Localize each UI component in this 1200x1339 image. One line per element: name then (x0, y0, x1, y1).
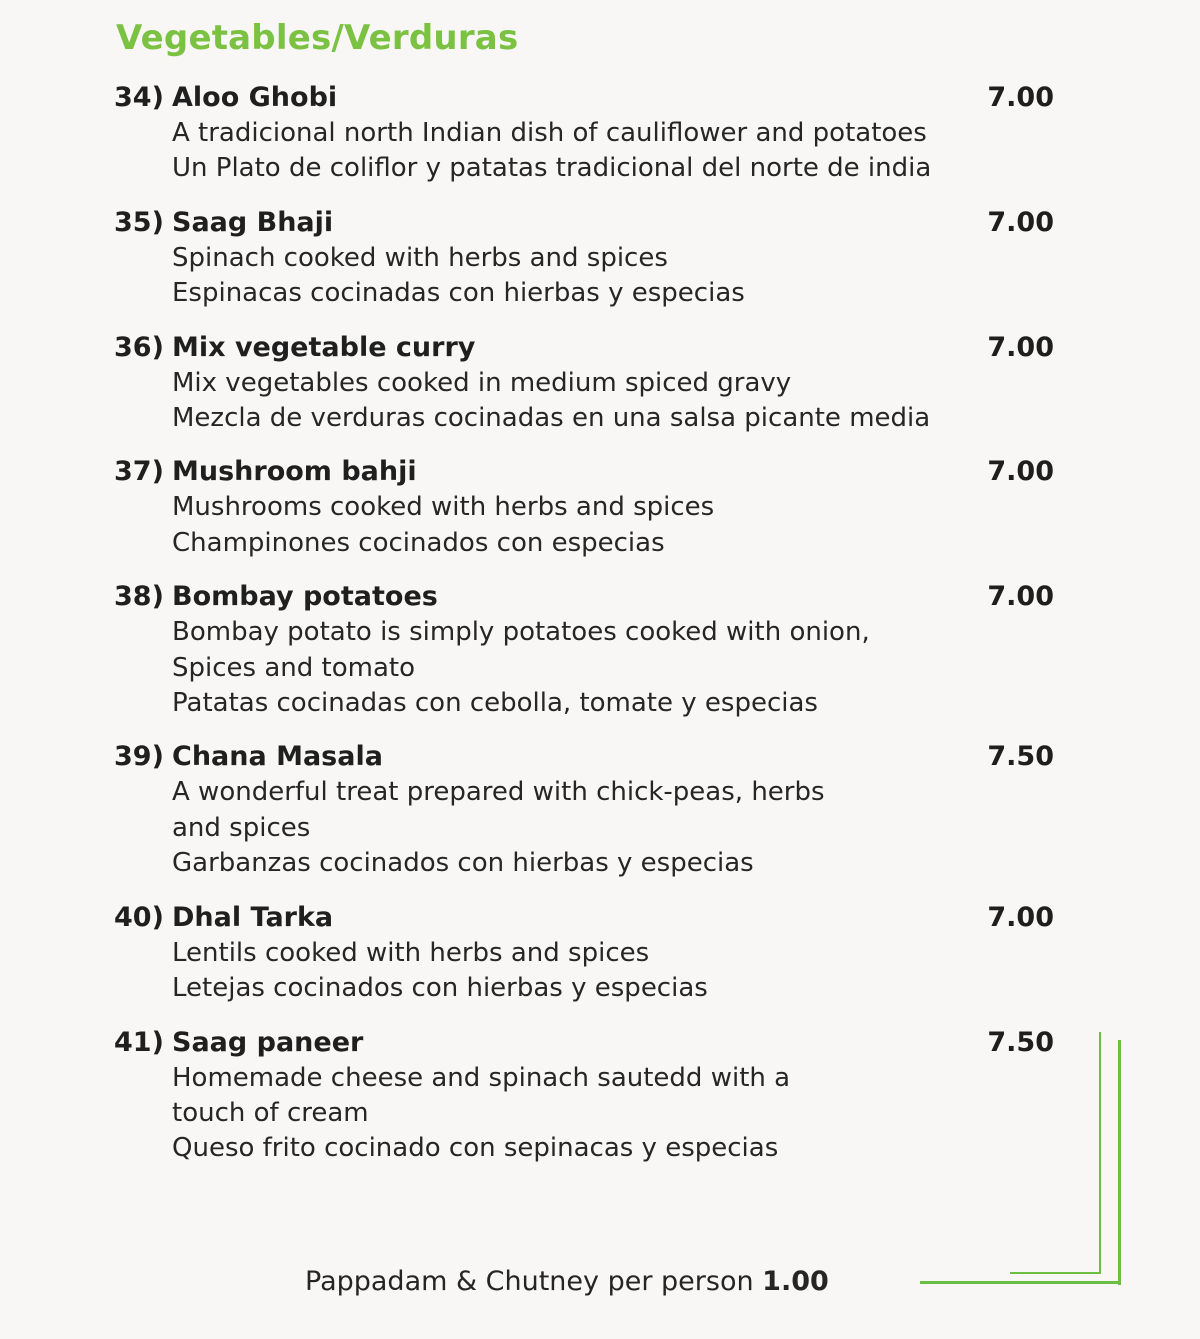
item-description (114, 775, 1054, 881)
item-name: Aloo Ghobi (172, 82, 338, 113)
item-header (114, 739, 1054, 775)
item-description (114, 490, 1054, 561)
footer-note (305, 1262, 829, 1302)
item-number: 39) (114, 741, 164, 773)
section-title: Vegetables/Verduras (116, 18, 519, 58)
description-line: Bombay potato is simply potatoes cooked with onion, (172, 617, 870, 648)
item-description (114, 936, 1054, 1007)
corner-horizontal-line (920, 1281, 1120, 1284)
description-line: Queso frito cocinado con sepinacas y especias (172, 1133, 779, 1164)
menu-item (114, 579, 1054, 721)
item-name: Saag Bhaji (172, 206, 334, 238)
item-header (114, 1025, 1054, 1061)
corner-horizontal-line-inner (1010, 1272, 1100, 1274)
item-price: 7.50 (987, 741, 1054, 773)
description-line: Letejas cocinados con hierbas y especias (172, 973, 708, 1004)
item-header (114, 205, 1054, 241)
menu-item (114, 900, 1054, 1007)
menu-item (114, 454, 1054, 561)
item-price: 7.00 (987, 581, 1054, 613)
item-header (114, 80, 1054, 116)
menu-item (114, 1025, 1054, 1167)
item-name: Saag paneer (172, 1026, 364, 1058)
description-line: Mix vegetables cooked in medium spiced gravy (172, 367, 792, 398)
corner-vertical-line-inner (1099, 1032, 1101, 1274)
item-header (114, 579, 1054, 615)
item-price: 7.50 (987, 1026, 1054, 1058)
description-line: Mushrooms cooked with herbs and spices (172, 492, 715, 523)
footer-text: Pappadam & Chutney per person (305, 1266, 754, 1297)
item-number: 34) (114, 82, 164, 113)
item-description (114, 241, 1054, 312)
menu-item (114, 739, 1054, 881)
item-number: 35) (114, 206, 164, 238)
description-line: Spinach cooked with herbs and spices (172, 242, 668, 273)
item-number: 38) (114, 581, 164, 613)
description-line: Espinacas cocinadas con hierbas y especias (172, 278, 745, 309)
item-name: Chana Masala (172, 741, 383, 773)
footer-price: 1.00 (762, 1266, 829, 1297)
item-price: 7.00 (987, 901, 1054, 933)
item-number: 37) (114, 456, 164, 488)
item-price: 7.00 (987, 456, 1054, 488)
item-name: Mushroom bahji (172, 456, 417, 488)
description-line: Lentils cooked with herbs and spices (172, 937, 650, 968)
corner-vertical-line-outer (1118, 1040, 1121, 1285)
item-description (114, 615, 1054, 721)
menu-item (114, 205, 1054, 312)
item-description (114, 1061, 1054, 1167)
item-price: 7.00 (987, 331, 1054, 363)
description-line: A wonderful treat prepared with chick-peas, herbs (172, 777, 825, 808)
item-header (114, 454, 1054, 490)
menu-item (114, 330, 1054, 437)
description-line: touch of cream (172, 1097, 369, 1128)
description-line: Garbanzas cocinados con hierbas y especias (172, 848, 754, 879)
description-line: Un Plato de coliflor y patatas tradicional del norte de india (172, 153, 932, 184)
item-number: 40) (114, 901, 164, 933)
item-description (114, 366, 1054, 437)
item-name: Dhal Tarka (172, 901, 334, 933)
menu-item (114, 80, 1054, 187)
item-header (114, 330, 1054, 366)
item-name: Bombay potatoes (172, 581, 438, 613)
item-description (114, 116, 1054, 187)
item-price: 7.00 (987, 82, 1054, 113)
item-price: 7.00 (987, 206, 1054, 238)
item-number: 41) (114, 1026, 164, 1058)
description-line: Spices and tomato (172, 652, 415, 683)
description-line: A tradicional north Indian dish of cauliflower and potatoes (172, 118, 927, 148)
description-line: Patatas cocinadas con cebolla, tomate y especias (172, 688, 818, 719)
description-line: Homemade cheese and spinach sautedd with a (172, 1062, 791, 1093)
item-header (114, 900, 1054, 936)
item-name: Mix vegetable curry (172, 331, 476, 363)
description-line: and spices (172, 812, 311, 843)
menu-list (114, 80, 1074, 1167)
item-number: 36) (114, 331, 164, 363)
description-line: Champinones cocinados con especias (172, 527, 665, 558)
description-line: Mezcla de verduras cocinadas en una salsa picante media (172, 403, 931, 434)
